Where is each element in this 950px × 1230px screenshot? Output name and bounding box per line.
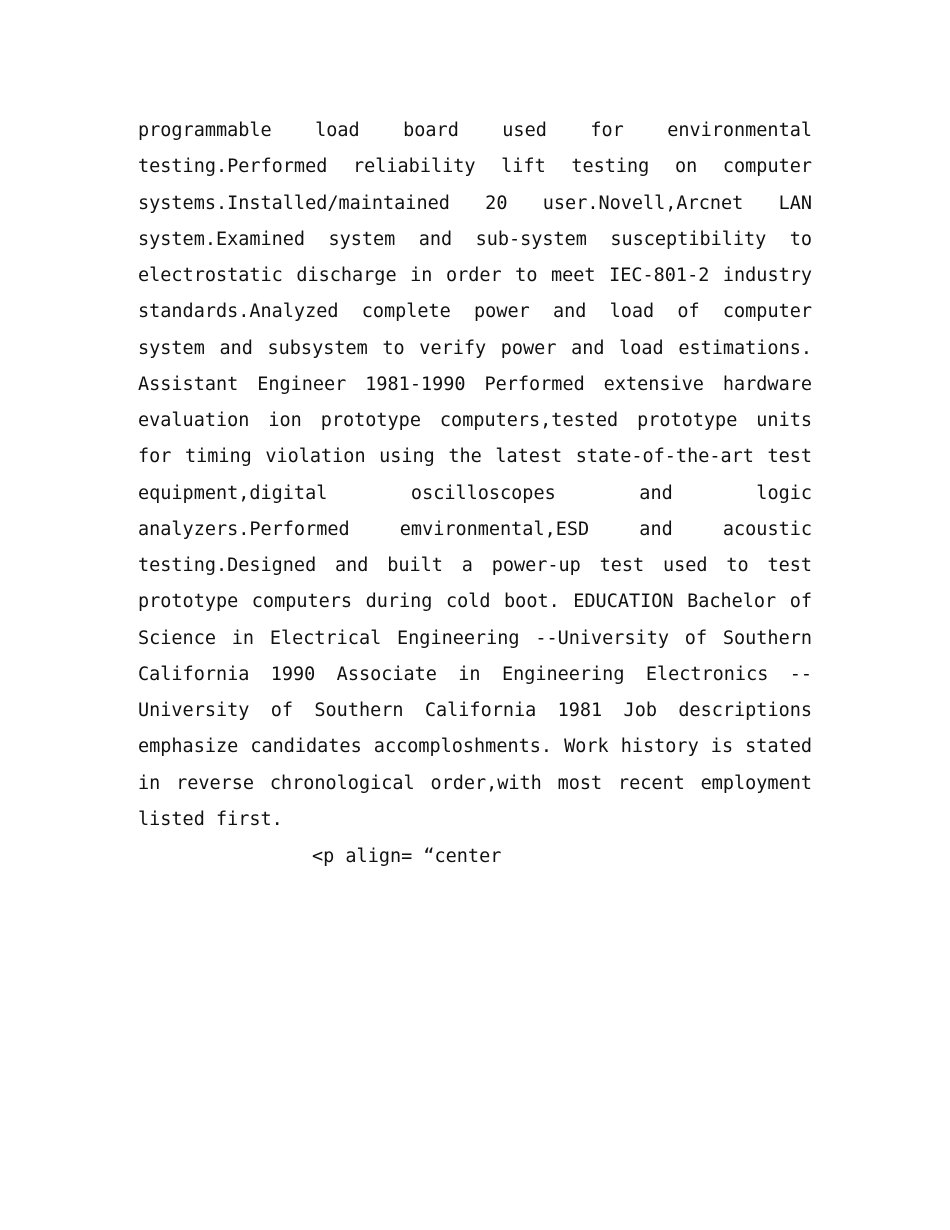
- trailing-markup-text: <p align= “center: [312, 846, 502, 867]
- document-body-text: programmable load board used for environmental testing.Performed reliability lift testing on computer systems.Installed/maintained 20 user.Novell,Arcnet LAN system.Examined system and sub-system susceptibility to electrostatic discharge in order to meet IEC-801-2 industry standards.Analyzed complete power and load of computer system and subsystem to verify power and load estimations. Assistant Engineer 1981-1990 Performed extensive hardware evaluation ion prototype computers,tested prototype units for timing violation using the latest state-of-the-art test equipment,digital oscilloscopes and logic analyzers.Performed emvironmental,ESD and acoustic testing.Designed and built a power-up test used to test prototype computers during cold boot. EDUCATION Bachelor of Science in Electrical Engineering --University of Southern California 1990 Associate in Engineering Electronics --University of Southern California 1981 Job descriptions emphasize candidates accomploshments. Work history is stated in reverse chronological order,with most recent employment listed first.: [138, 120, 812, 830]
